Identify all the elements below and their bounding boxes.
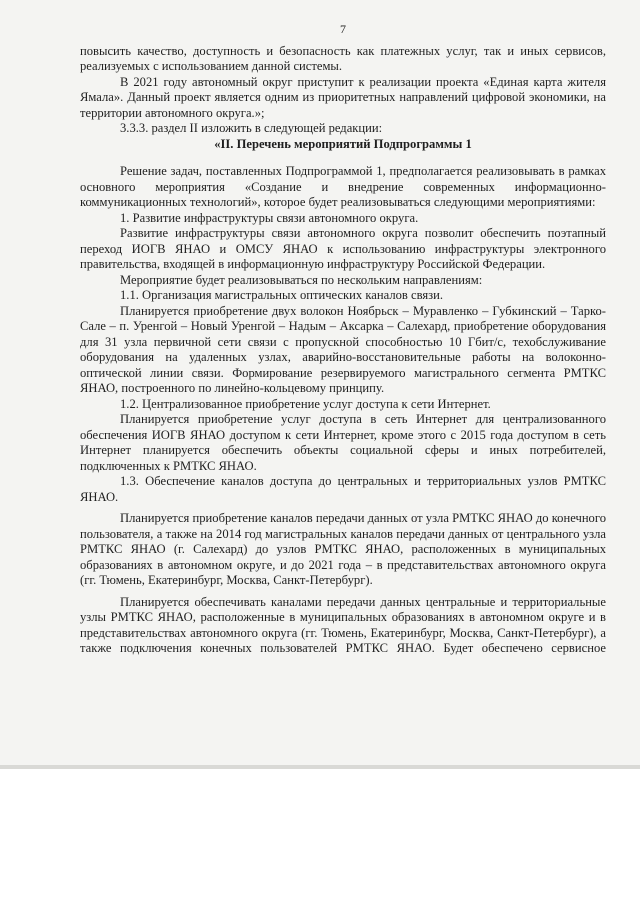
scan-bottom-edge (0, 765, 640, 769)
paragraph-item-1-3: 1.3. Обеспечение каналов доступа до центральных и территориальных узлов РМТКС ЯНАО. (80, 474, 606, 504)
paragraph-continuation: повысить качество, доступность и безопасность как платежных услуг, так и иных сервисов, реализуемых с использованием данной системы. (80, 43, 606, 73)
paragraph-item-1-1: 1.1. Организация магистральных оптических каналов связи. (120, 288, 444, 302)
document-body (80, 22, 606, 657)
paragraph-directions: Мероприятие будет реализовываться по нескольким направлениям: (120, 272, 483, 287)
paragraph-infrastructure: Развитие инфраструктуры связи автономного округа позволит обеспечить поэтапный переход ИОГВ ЯНАО и ОМСУ ЯНАО к использованию инфраструктуры электронного правительства, входящей в информационную инфраструктуру Российской Федерации. (80, 226, 606, 271)
section-heading: «II. Перечень мероприятий Подпрограммы 1 (214, 136, 472, 151)
paragraph-item-1-2: 1.2. Централизованное приобретение услуг доступа к сети Интернет. (120, 396, 491, 411)
paragraph-section-edit: 3.3.3. раздел II изложить в следующей редакции: (120, 121, 383, 135)
page-number: 7 (340, 22, 346, 36)
paragraph-fiber: Планируется приобретение двух волокон Ноябрьск – Муравленко – Губкинский – Тарко-Сале – п. Уренгой – Новый Уренгой – Надым – Аксарка – Салехард, приобретение оборудования для 31 узла первичной сети связи с пропускной способностью 10 Гбит/с, техобслуживание оборудования на удаленных узлах, аварийно-восстановительные работы на волоконно-оптической линии связи. Формирование резервируемого магистрального сегмента РМТКС ЯНАО, построенного по линейно-кольцевому принципу. (80, 303, 606, 395)
paragraph-tasks: Решение задач, поставленных Подпрограммой 1, предполагается реализовывать в рамках основного мероприятия «Создание и внедрение современных информационно-коммуникационных технологий», которое будет реализовываться следующими мероприятиями: (80, 164, 606, 209)
paragraph-nodes: Планируется обеспечивать каналами передачи данных центральные и территориальные узлы РМТКС ЯНАО, расположенные в муниципальных образованиях в автономном округе и в представительствах автономного округа (гг. Тюмень, Екатеринбург, Москва, Санкт-Петербург), а также подключения конечных пользователей РМТКС ЯНАО. Будет обеспечено сервисное (80, 594, 606, 655)
paragraph-yamal-card: В 2021 году автономный округ приступит к реализации проекта «Единая карта жителя Ямала». Данный проект является одним из приоритетных направлений цифровой экономики, на территории автономного округа.»; (80, 74, 606, 120)
paragraph-internet: Планируется приобретение услуг доступа в сеть Интернет для централизованного обеспечения ИОГВ ЯНАО доступом к сети Интернет, кроме этого с 2015 года доступом в сеть Интернет планируется обеспечить объекты социальной сферы и иных потребителей, подключенных к РМТКС ЯНАО. (80, 412, 606, 473)
paragraph-channels: Планируется приобретение каналов передачи данных от узла РМТКС ЯНАО до конечного пользователя, а также на 2014 год магистральных каналов передачи данных от центрального узла РМТКС ЯНАО (г. Салехард) до узлов РМТКС ЯНАО, расположенных в муниципальных образованиях в автономном округе, и до 2021 года – в представительствах автономного округа (гг. Тюмень, Екатеринбург, Москва, Санкт-Петербург). (80, 511, 606, 587)
paragraph-item-1: 1. Развитие инфраструктуры связи автономного округа. (120, 210, 419, 225)
